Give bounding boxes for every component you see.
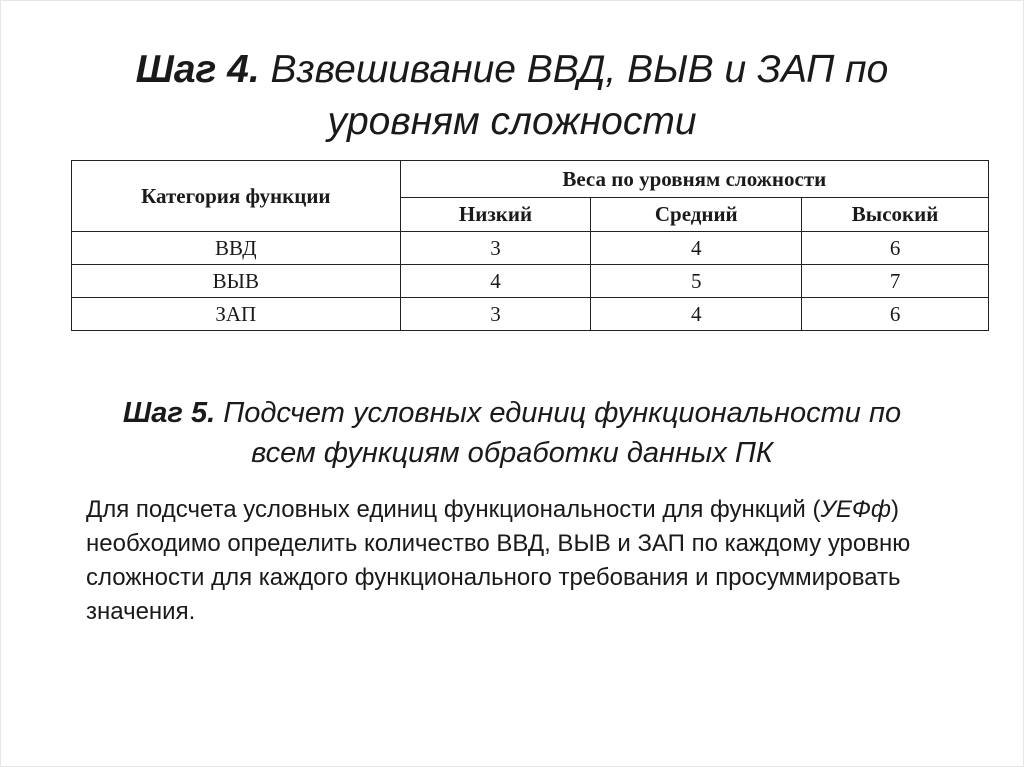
table-header-row <box>72 161 989 198</box>
row-category: ВЫВ <box>72 265 401 298</box>
title-text-line2: уровням сложности <box>327 100 697 143</box>
subtitle-text-line2: всем функциям обработки данных ПК <box>251 437 773 469</box>
weights-table-container <box>71 160 989 331</box>
table-row <box>72 298 989 331</box>
row-value-high: 6 <box>802 298 989 331</box>
slide-title <box>0 44 1024 148</box>
slide-subtitle <box>0 393 1024 473</box>
row-category: ЗАП <box>72 298 401 331</box>
table-row <box>72 232 989 265</box>
row-value-medium: 5 <box>591 265 802 298</box>
weights-table <box>71 160 989 331</box>
body-paragraph <box>86 493 986 629</box>
body-text-part2: ) необходимо определить количество ВВД, ВЫВ и ЗАП по каждому уровню сложности для каждого функционального требования и просуммировать значения. <box>86 496 911 625</box>
title-text-line1: Взвешивание ВВД, ВЫВ и ЗАП по <box>259 48 889 91</box>
row-value-low: 3 <box>400 298 591 331</box>
row-value-medium: 4 <box>591 232 802 265</box>
row-value-low: 4 <box>400 265 591 298</box>
header-weights: Веса по уровням сложности <box>400 161 988 198</box>
row-category: ВВД <box>72 232 401 265</box>
header-level-high: Высокий <box>802 198 989 232</box>
table-row <box>72 265 989 298</box>
row-value-medium: 4 <box>591 298 802 331</box>
header-level-low: Низкий <box>400 198 591 232</box>
row-value-high: 6 <box>802 232 989 265</box>
body-abbreviation: УЕФф <box>820 496 891 523</box>
subtitle-text-line1: Подсчет условных единиц функциональности по <box>215 397 902 429</box>
row-value-low: 3 <box>400 232 591 265</box>
body-text-part1: Для подсчета условных единиц функциональности для функций ( <box>86 496 821 523</box>
header-category: Категория функции <box>72 161 401 232</box>
header-level-medium: Средний <box>591 198 802 232</box>
title-step-label: Шаг 4. <box>135 48 260 91</box>
subtitle-step-label: Шаг 5. <box>122 397 216 429</box>
row-value-high: 7 <box>802 265 989 298</box>
